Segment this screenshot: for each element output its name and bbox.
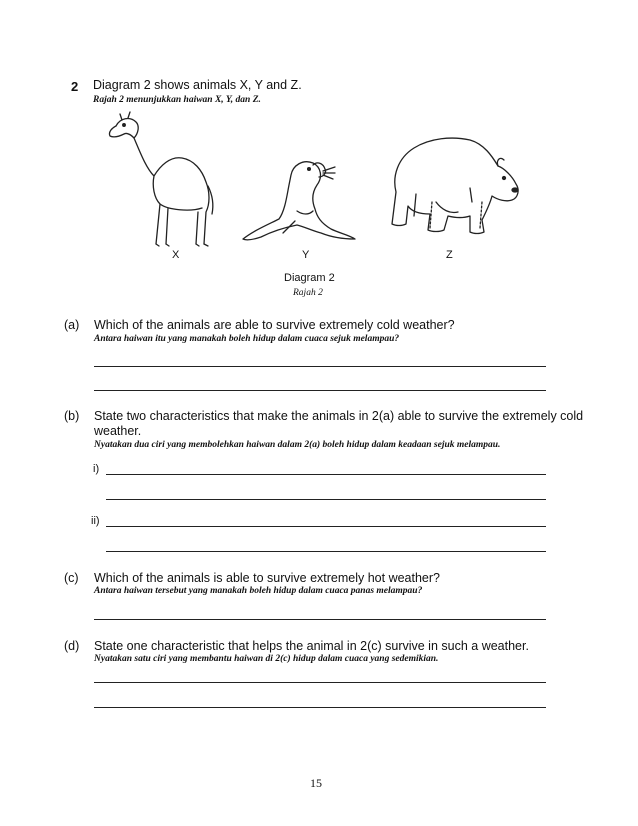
polar-bear-icon [386,132,526,242]
part-c-marker: (c) [64,571,79,585]
part-b-question-line-2: weather. [94,424,142,438]
part-d-marker: (d) [64,639,80,653]
question-number: 2 [71,79,79,94]
answer-line-d-1[interactable] [94,682,546,683]
part-d-question-malay: Nyatakan satu ciri yang membantu haiwan di 2(c) hidup dalam cuaca yang sedemikian. [94,654,439,664]
part-b-marker: (b) [64,409,80,423]
part-a-question-malay: Antara haiwan itu yang manakah boleh hidup dalam cuaca sejuk melampau? [94,334,400,344]
question-intro-malay: Rajah 2 menunjukkan haiwan X, Y, dan Z. [93,95,261,105]
animal-label-z: Z [446,249,453,261]
part-b-question-malay: Nyatakan dua ciri yang membolehkan haiwan dalam 2(a) boleh hidup dalam keadaan sejuk melampau. [94,440,501,450]
answer-line-b-ii-2[interactable] [106,551,546,552]
part-b-item-1-marker: i) [93,463,100,475]
question-intro: Diagram 2 shows animals X, Y and Z. [93,78,302,92]
animal-label-x: X [172,249,180,261]
part-b-item-2-marker: ii) [91,515,100,527]
answer-line-d-2[interactable] [94,707,546,708]
answer-line-c[interactable] [94,619,546,620]
part-d-question: State one characteristic that helps the animal in 2(c) survive in such a weather. [94,639,529,653]
answer-line-b-ii-1[interactable] [106,526,546,527]
answer-line-b-i-1[interactable] [106,474,546,475]
part-c-question: Which of the animals is able to survive extremely hot weather? [94,571,440,585]
part-a-marker: (a) [64,318,80,332]
answer-line-b-i-2[interactable] [106,499,546,500]
page-number: 15 [310,776,322,790]
answer-line-a-1[interactable] [94,366,546,367]
diagram-caption: Diagram 2 [284,272,335,284]
answer-line-a-2[interactable] [94,390,546,391]
seal-icon [243,155,363,245]
part-a-question: Which of the animals are able to survive extremely cold weather? [94,318,455,332]
camel-icon [98,112,238,252]
diagram-caption-malay: Rajah 2 [293,288,323,298]
animal-label-y: Y [302,249,310,261]
part-b-question-line-1: State two characteristics that make the animals in 2(a) able to survive the extremely cold [94,409,584,423]
part-c-question-malay: Antara haiwan tersebut yang manakah boleh hidup dalam cuaca panas melampau? [94,586,423,596]
